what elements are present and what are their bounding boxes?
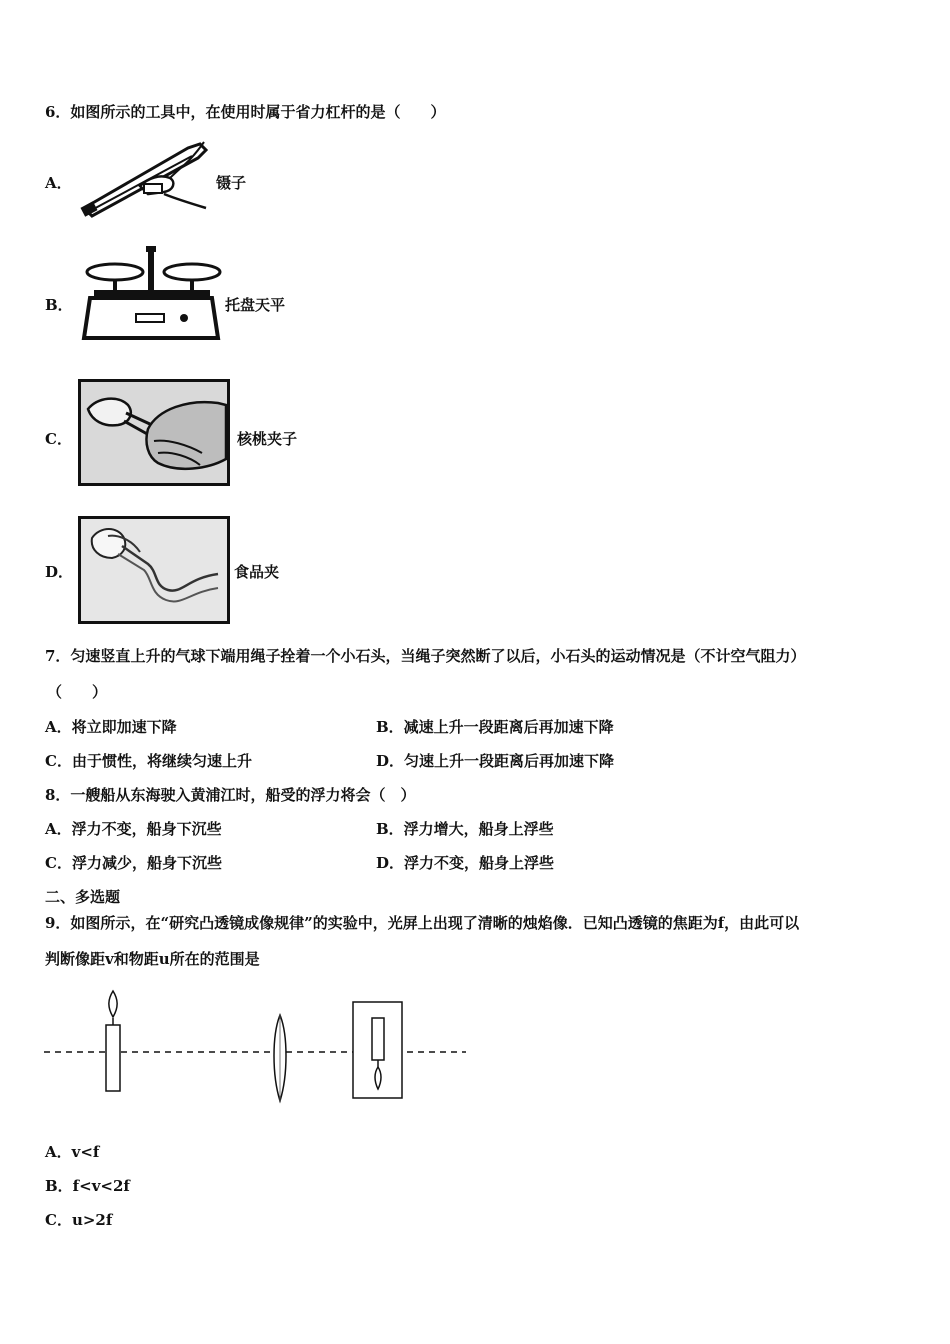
screen-image-icon [353, 1002, 402, 1098]
q7-option-b: B．减速上升一段距离后再加速下降 [376, 718, 614, 736]
q8-option-c: C．浮力减少，船身下沉些 [45, 854, 222, 872]
candle-icon [106, 991, 120, 1091]
q9-option-a: A．v<f [45, 1143, 100, 1161]
q7-stem: 7．匀速竖直上升的气球下端用绳子拴着一个小石头，当绳子突然断了以后，小石头的运动情况是（不计空气阻力） [45, 647, 806, 665]
section-title: 二、多选题 [45, 888, 121, 906]
q6-stem: 6．如图所示的工具中，在使用时属于省力杠杆的是（ ） [45, 103, 446, 121]
q8-stem: 8．一艘船从东海驶入黄浦江时，船受的浮力将会（ ） [45, 786, 416, 804]
q7-answer-paren: （ ） [47, 683, 108, 701]
q6-option-c-letter: C． [45, 430, 72, 448]
q8-option-b: B．浮力增大，船身上浮些 [376, 820, 554, 838]
q6-option-b-letter: B． [45, 296, 73, 314]
food-tongs-icon [78, 516, 230, 624]
q6-option-d-label: 食品夹 [234, 563, 280, 581]
q6-option-a-label: 镊子 [216, 174, 247, 192]
q9-option-b: B．f<v<2f [45, 1177, 130, 1195]
q8-option-d: D．浮力不变，船身上浮些 [376, 854, 555, 872]
q9-stem-line2: 判断像距v和物距u所在的范围是 [45, 950, 260, 968]
optics-bench-figure [44, 985, 469, 1105]
q7-option-d: D．匀速上升一段距离后再加速下降 [376, 752, 615, 770]
q6-option-a-letter: A． [45, 174, 72, 192]
q6-option-b-label: 托盘天平 [225, 296, 286, 314]
convex-lens-icon [274, 1015, 286, 1101]
q9-stem-line1: 9．如图所示，在“研究凸透镜成像规律”的实验中，光屏上出现了清晰的烛焰像．已知凸透镜的焦距为f，由此可以 [45, 914, 800, 932]
q6-option-c-label: 核桃夹子 [237, 430, 298, 448]
q8-option-a: A．浮力不变，船身下沉些 [45, 820, 222, 838]
q7-option-c: C．由于惯性，将继续匀速上升 [45, 752, 252, 770]
q9-option-c: C．u>2f [45, 1211, 113, 1229]
q6-option-d-letter: D． [45, 563, 74, 581]
nutcracker-icon [78, 379, 230, 486]
q7-option-a: A．将立即加速下降 [45, 718, 177, 736]
balance-scale-icon [80, 242, 222, 348]
tweezers-icon [78, 138, 213, 222]
